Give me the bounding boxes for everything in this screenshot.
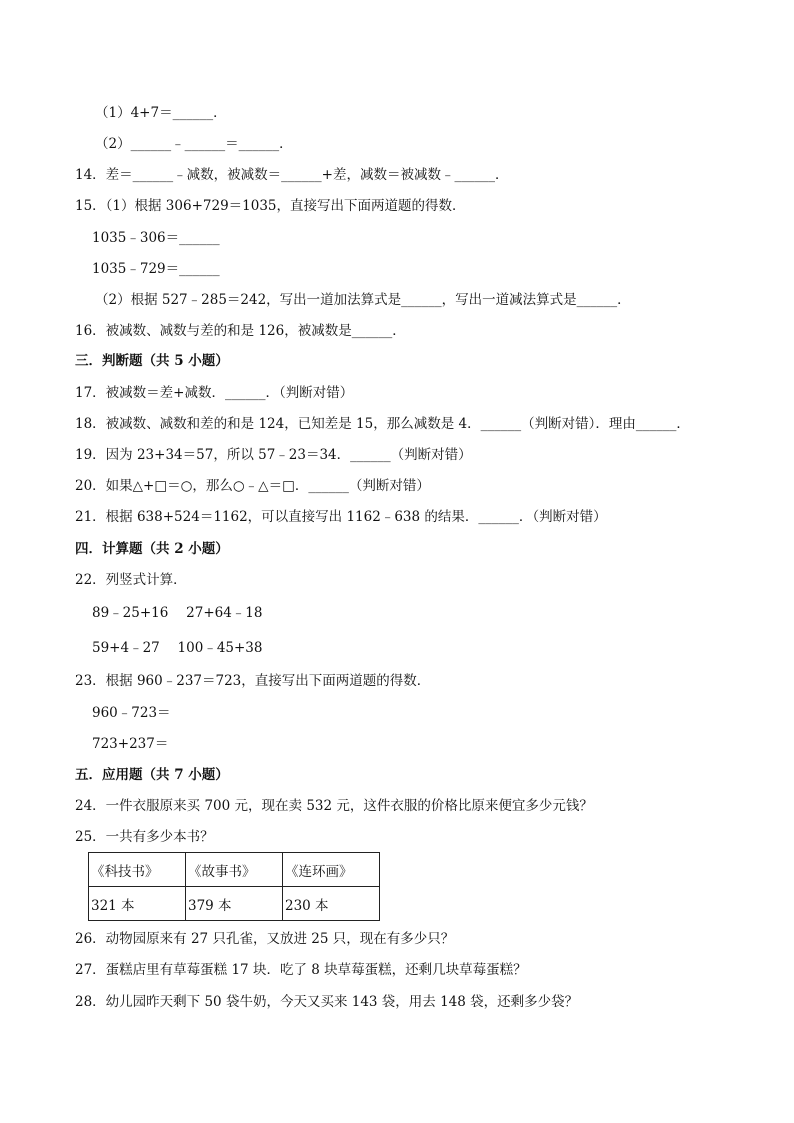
q22-row-2: 59+4﹣27 100﹣45+38: [92, 640, 263, 656]
question-17: 17．被减数＝差+减数．______．（判断对错）: [75, 385, 354, 401]
table-cell: 379 本: [186, 887, 283, 921]
table-header-cell: 《故事书》: [186, 853, 283, 887]
table-header-cell: 《连环画》: [283, 853, 380, 887]
question-25: 25．一共有多少本书？: [75, 829, 214, 845]
question-14: 14．差＝______﹣减数，被减数＝______+差，减数＝被减数﹣______．: [75, 167, 509, 183]
table-header-row: [89, 853, 380, 887]
question-26: 26．动物园原来有 27 只孔雀，又放进 25 只，现在有多少只？: [75, 931, 455, 947]
question-23: 23．根据 960﹣237＝723，直接写出下面两道题的得数．: [75, 673, 431, 689]
section-3-heading: 三．判断题（共 5 小题）: [75, 353, 229, 369]
question-18: 18．被减数、减数和差的和是 124，已知差是 15，那么减数是 4．______（判断对错）．理由______．: [75, 416, 690, 432]
question-27: 27．蛋糕店里有草莓蛋糕 17 块．吃了 8 块草莓蛋糕，还剩几块草莓蛋糕？: [75, 962, 527, 978]
question-19: 19．因为 23+34＝57，所以 57﹣23＝34．______（判断对错）: [75, 447, 472, 463]
question-15: 15．（1）根据 306+729＝1035，直接写出下面两道题的得数．: [75, 198, 466, 214]
question-16: 16．被减数、减数与差的和是 126，被减数是______．: [75, 323, 406, 339]
question-22: 22．列竖式计算．: [75, 572, 187, 588]
q23-item-a: 960﹣723＝: [92, 705, 171, 721]
table-cell: 321 本: [89, 887, 186, 921]
table-header-cell: 《科技书》: [89, 853, 186, 887]
q15-part2: （2）根据 527﹣285＝242，写出一道加法算式是______，写出一道减法算式是______．: [95, 292, 631, 308]
question-28: 28．幼儿园昨天剩下 50 袋牛奶，今天又买来 143 袋，用去 148 袋，还剩多少袋？: [75, 994, 579, 1010]
q22-row-1: 89﹣25+16 27+64﹣18: [92, 605, 263, 621]
table-row: [89, 887, 380, 921]
q15-item-b: 1035﹣729＝______: [92, 261, 220, 277]
q13-part1: （1）4+7＝______．: [95, 105, 227, 121]
question-20: 20．如果△+□＝○，那么○﹣△＝□．______（判断对错）: [75, 478, 430, 494]
question-24: 24．一件衣服原来买 700 元，现在卖 532 元，这件衣服的价格比原来便宜多少元钱？: [75, 798, 593, 814]
q15-item-a: 1035﹣306＝______: [92, 230, 220, 246]
q23-item-b: 723+237＝: [92, 736, 169, 752]
question-21: 21．根据 638+524＝1162，可以直接写出 1162﹣638 的结果．______．（判断对错）: [75, 509, 607, 525]
q13-part2: （2）______﹣______＝______．: [95, 136, 293, 152]
book-count-table: [88, 852, 380, 921]
section-4-heading: 四．计算题（共 2 小题）: [75, 541, 229, 557]
section-5-heading: 五．应用题（共 7 小题）: [75, 767, 229, 783]
table-cell: 230 本: [283, 887, 380, 921]
